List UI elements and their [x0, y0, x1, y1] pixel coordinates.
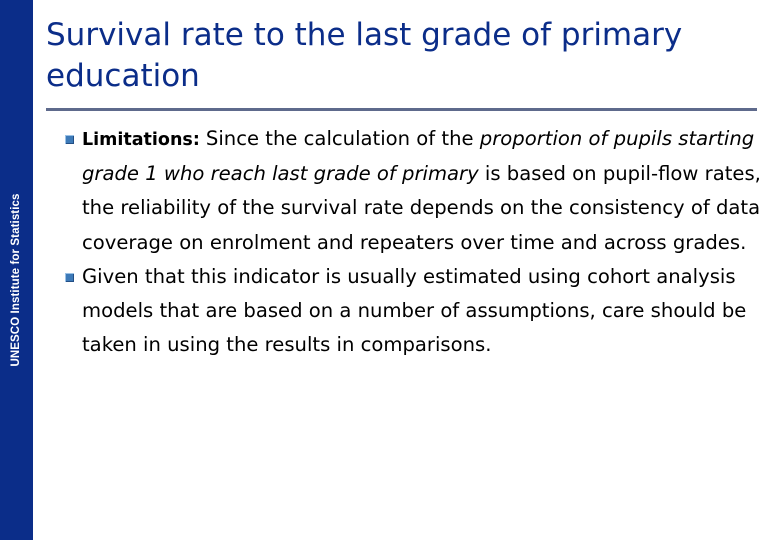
bullet-text: Since the calculation of the	[205, 127, 480, 150]
slide-title: Survival rate to the last grade of primary education	[46, 17, 683, 94]
square-bullet-icon	[65, 273, 74, 282]
bullet-limitations	[70, 122, 770, 260]
square-bullet-icon	[65, 135, 74, 144]
sidebar-label: UNESCO Institute for Statistics	[10, 193, 22, 367]
bullet-text: Given that this indicator is usually estimated using cohort analysis models that are based on a number of assumptions, care should be taken in using the results in comparisons.	[82, 264, 747, 357]
bullet-emphasis: proportion of pupils starting grade 1 who reach last grade of primary	[82, 127, 755, 186]
title-divider	[46, 108, 757, 111]
bullet-text: is based on pupil-flow rates, the reliability of the survival rate depends on the consistency of data coverage on enrolment and repeaters over time and across grades.	[82, 162, 761, 254]
bullet-list	[70, 122, 770, 362]
bullet-cohort-models	[70, 260, 770, 363]
bullet-lead-label: Limitations:	[82, 130, 206, 150]
sidebar-band	[0, 0, 33, 540]
